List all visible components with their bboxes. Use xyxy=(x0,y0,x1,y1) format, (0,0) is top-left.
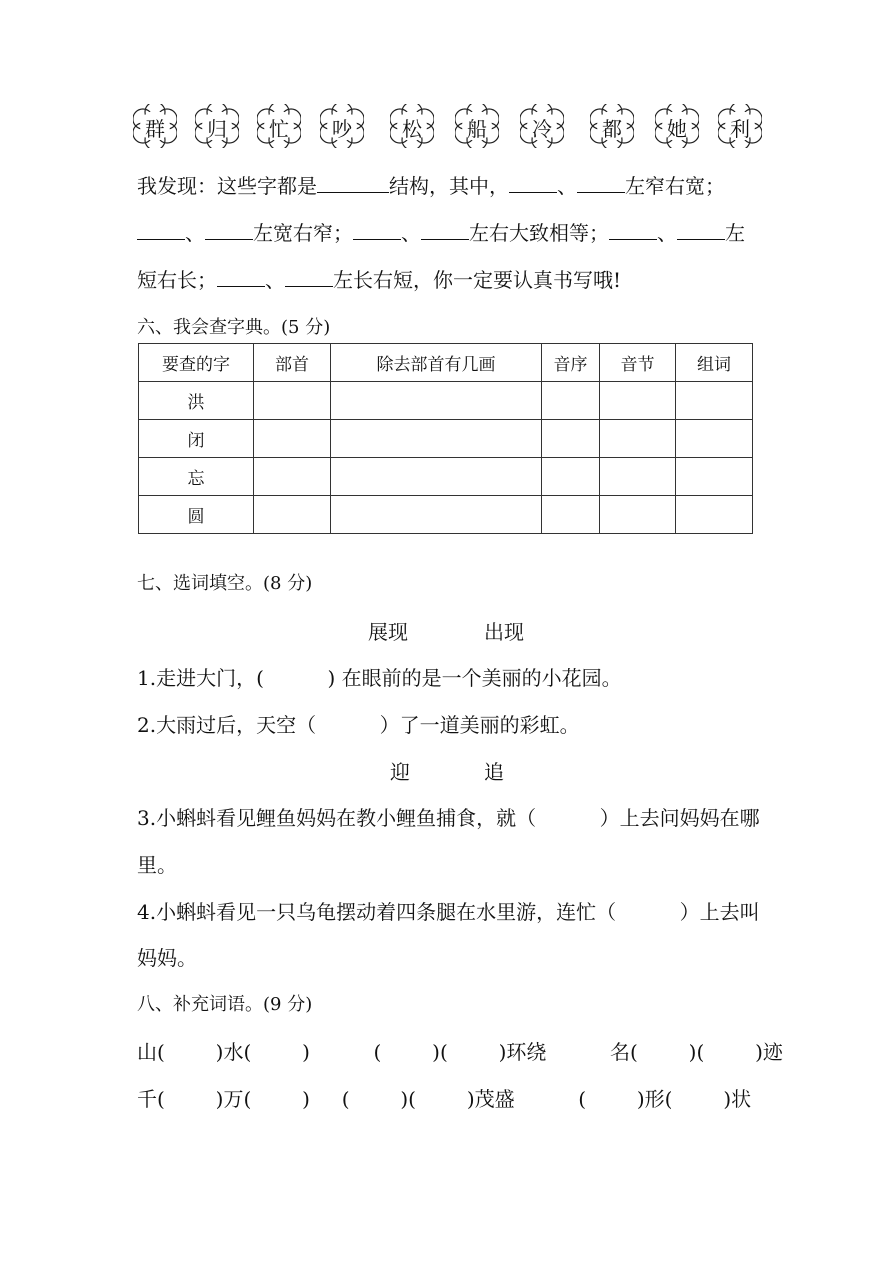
idiom-row-1: 山( )水( ) ( )( )环绕 名( )( )迹 xyxy=(137,1040,783,1064)
answer-cell[interactable] xyxy=(542,458,600,496)
answer-cell[interactable] xyxy=(600,496,676,534)
answer-blank[interactable] xyxy=(217,266,265,287)
word-choice: 展现 xyxy=(368,620,408,644)
character-row xyxy=(0,104,892,154)
answer-blank[interactable] xyxy=(205,219,253,240)
answer-cell[interactable] xyxy=(542,382,600,420)
question-1: 1.走进大门，( ) 在眼前的是一个美丽的小花园。 xyxy=(137,666,622,690)
lookup-character: 闭 xyxy=(139,420,254,458)
answer-cell[interactable] xyxy=(676,458,753,496)
discovery-line-3 xyxy=(137,264,621,293)
answer-cell[interactable] xyxy=(254,420,331,458)
character: 她 xyxy=(667,117,687,141)
character: 松 xyxy=(402,117,422,141)
discovery-text: 左 xyxy=(725,221,745,245)
answer-cell[interactable] xyxy=(676,496,753,534)
answer-cell[interactable] xyxy=(331,496,542,534)
question-4-line-2: 妈妈。 xyxy=(137,946,197,970)
lookup-character: 忘 xyxy=(139,458,254,496)
answer-cell[interactable] xyxy=(331,420,542,458)
character: 冷 xyxy=(532,117,552,141)
answer-cell[interactable] xyxy=(254,496,331,534)
separator: 、 xyxy=(265,268,285,292)
word-choice: 追 xyxy=(484,760,504,784)
discovery-line-2 xyxy=(137,217,745,246)
table-row xyxy=(139,382,753,420)
column-header: 音序 xyxy=(542,344,600,382)
answer-cell[interactable] xyxy=(254,382,331,420)
answer-blank[interactable] xyxy=(509,172,557,193)
character: 都 xyxy=(602,117,622,141)
dictionary-table xyxy=(138,343,753,534)
answer-cell[interactable] xyxy=(331,382,542,420)
column-header: 部首 xyxy=(254,344,331,382)
flower-character xyxy=(133,104,177,148)
column-header: 组词 xyxy=(676,344,753,382)
section-7-title: 七、选词填空。(8 分) xyxy=(137,573,313,594)
question-2: 2.大雨过后，天空（ ）了一道美丽的彩虹。 xyxy=(137,713,580,737)
column-header: 要查的字 xyxy=(139,344,254,382)
answer-cell[interactable] xyxy=(600,420,676,458)
answer-blank[interactable] xyxy=(421,219,469,240)
flower-character xyxy=(320,104,364,148)
discovery-line-1 xyxy=(137,170,725,199)
lookup-character: 洪 xyxy=(139,382,254,420)
flower-character xyxy=(257,104,301,148)
lookup-character: 圆 xyxy=(139,496,254,534)
discovery-text: 结构，其中， xyxy=(389,174,509,198)
idiom-row-2: 千( )万( ) ( )( )茂盛 ( )形( )状 xyxy=(137,1087,752,1111)
question-4-line-1: 4.小蝌蚪看见一只乌龟摆动着四条腿在水里游，连忙（ ）上去叫 xyxy=(137,900,760,924)
character: 归 xyxy=(207,117,227,141)
answer-cell[interactable] xyxy=(676,382,753,420)
character: 船 xyxy=(467,117,487,141)
answer-blank[interactable] xyxy=(677,219,725,240)
flower-character xyxy=(655,104,699,148)
separator: 、 xyxy=(401,221,421,245)
answer-cell[interactable] xyxy=(254,458,331,496)
discovery-text: 左窄右宽； xyxy=(625,174,725,198)
table-row xyxy=(139,496,753,534)
flower-character xyxy=(455,104,499,148)
answer-cell[interactable] xyxy=(542,496,600,534)
answer-blank[interactable] xyxy=(285,266,333,287)
answer-cell[interactable] xyxy=(600,382,676,420)
character: 吵 xyxy=(332,117,352,141)
answer-blank[interactable] xyxy=(353,219,401,240)
answer-blank[interactable] xyxy=(317,172,389,193)
flower-character xyxy=(520,104,564,148)
discovery-text: 左长右短，你一定要认真书写哦! xyxy=(333,268,622,292)
answer-blank[interactable] xyxy=(137,219,185,240)
answer-cell[interactable] xyxy=(676,420,753,458)
answer-blank[interactable] xyxy=(609,219,657,240)
answer-cell[interactable] xyxy=(600,458,676,496)
character: 忙 xyxy=(269,117,289,141)
word-choice: 迎 xyxy=(390,760,410,784)
answer-cell[interactable] xyxy=(542,420,600,458)
separator: 、 xyxy=(657,221,677,245)
table-row xyxy=(139,458,753,496)
question-3-line-1: 3.小蝌蚪看见鲤鱼妈妈在教小鲤鱼捕食，就（ ）上去问妈妈在哪 xyxy=(137,806,760,830)
table-header-row xyxy=(139,344,753,382)
discovery-text: 左右大致相等； xyxy=(469,221,609,245)
flower-character xyxy=(590,104,634,148)
section-6-title: 六、我会查字典。(5 分) xyxy=(137,317,331,338)
column-header: 除去部首有几画 xyxy=(331,344,542,382)
answer-cell[interactable] xyxy=(331,458,542,496)
answer-blank[interactable] xyxy=(577,172,625,193)
column-header: 音节 xyxy=(600,344,676,382)
discovery-text: 我发现：这些字都是 xyxy=(137,174,317,198)
discovery-text: 短右长； xyxy=(137,268,217,292)
flower-character xyxy=(195,104,239,148)
word-choice: 出现 xyxy=(484,620,524,644)
table-row xyxy=(139,420,753,458)
character: 群 xyxy=(145,117,165,141)
discovery-text: 左宽右窄； xyxy=(253,221,353,245)
separator: 、 xyxy=(185,221,205,245)
character: 利 xyxy=(730,117,750,141)
question-3-line-2: 里。 xyxy=(137,853,177,877)
flower-character xyxy=(390,104,434,148)
section-8-title: 八、补充词语。(9 分) xyxy=(137,994,313,1015)
separator: 、 xyxy=(557,174,577,198)
flower-character xyxy=(718,104,762,148)
